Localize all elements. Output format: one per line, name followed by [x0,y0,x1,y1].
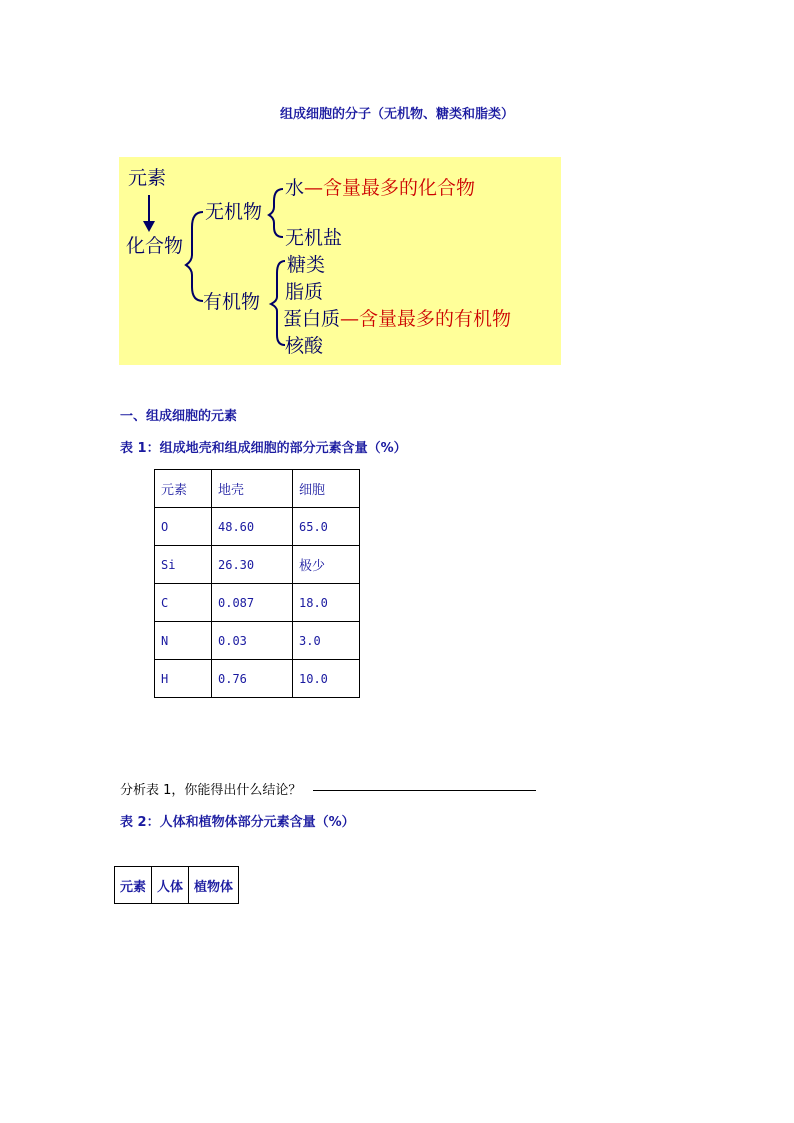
label-organic: 有机物 [203,291,261,313]
table-cell: N [155,622,212,660]
table-header-cell: 植物体 [189,867,239,904]
table-header-row [115,867,239,904]
table-row [155,508,360,546]
label-water-line [285,179,475,198]
compound-classification-diagram [119,157,561,365]
label-lipid: 脂质 [285,281,324,303]
table-cell: 65.0 [293,508,360,546]
organic-brace [271,261,285,345]
page-title: 组成细胞的分子（无机物、糖类和脂类） [279,107,514,122]
label-water-note: —含量最多的化合物 [304,177,476,199]
table-cell: 3.0 [293,622,360,660]
analysis-question: 分析表 1，你能得出什么结论？ [120,783,302,798]
table-cell: O [155,508,212,546]
table-cell: C [155,584,212,622]
label-compound: 化合物 [126,235,184,257]
table-row [155,546,360,584]
table-header-cell: 细胞 [293,470,360,508]
table-cell: 0.087 [212,584,293,622]
table-header-cell: 元素 [155,470,212,508]
table-row [155,622,360,660]
main-brace [186,212,203,301]
table-header-cell: 人体 [152,867,189,904]
section-heading: 一、组成细胞的元素 [120,409,238,424]
label-nucleic: 核酸 [285,335,324,357]
table-header-row [155,470,360,508]
table-cell: 48.60 [212,508,293,546]
label-sugar: 糖类 [287,254,326,276]
table-cell: 0.76 [212,660,293,698]
table-cell: 0.03 [212,622,293,660]
table-cell: 26.30 [212,546,293,584]
label-protein-line [283,310,511,329]
table-row [155,660,360,698]
table1 [154,469,360,698]
label-inorganic: 无机物 [205,201,263,223]
answer-line[interactable] [313,790,536,791]
table-row [155,584,360,622]
label-water: 水 [285,177,305,199]
inorganic-brace [269,189,283,237]
label-protein-note: —含量最多的有机物 [340,308,512,330]
table1-caption: 表 1：组成地壳和组成细胞的部分元素含量（%） [120,441,407,456]
table-header-cell: 地壳 [212,470,293,508]
label-salt: 无机盐 [285,227,343,249]
table-cell: 极少 [293,546,360,584]
table2 [114,866,239,904]
label-protein: 蛋白质 [283,308,341,330]
table-cell: 10.0 [293,660,360,698]
table-cell: H [155,660,212,698]
label-element: 元素 [128,167,167,189]
table2-caption: 表 2：人体和植物体部分元素含量（%） [120,815,355,830]
table-header-cell: 元素 [115,867,152,904]
down-arrow-head [143,221,155,232]
table-cell: 18.0 [293,584,360,622]
table-cell: Si [155,546,212,584]
